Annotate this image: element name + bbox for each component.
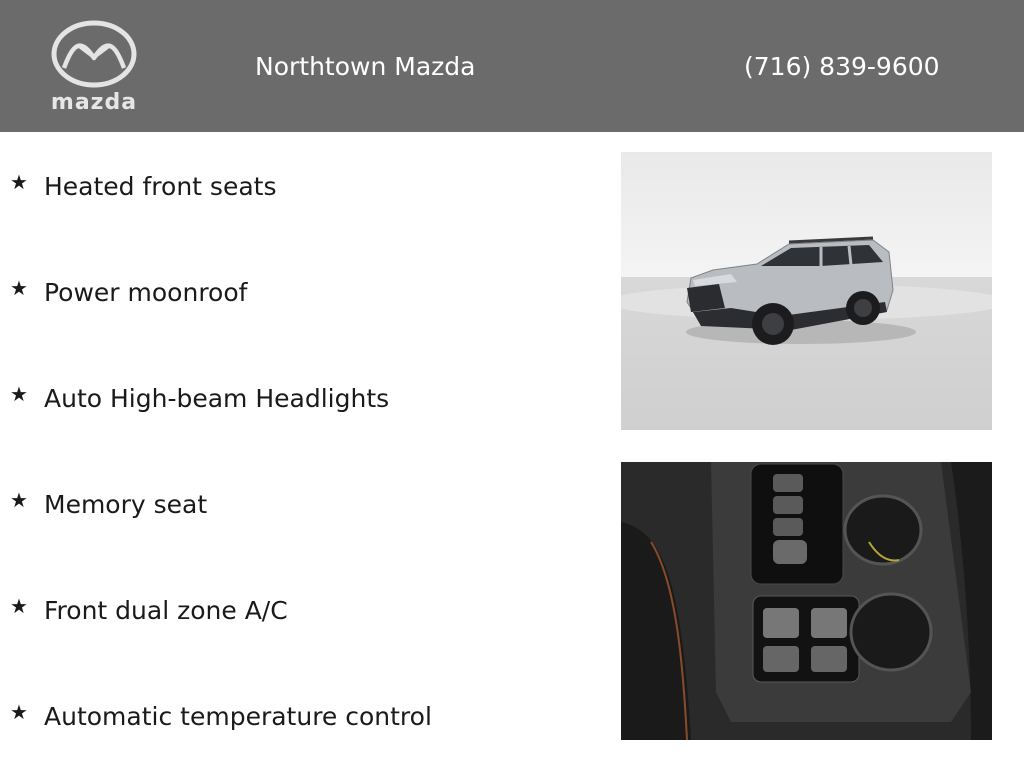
feature-item <box>10 166 276 206</box>
console-illustration <box>621 462 992 740</box>
star-icon: ★ <box>10 170 28 194</box>
feature-item <box>10 696 432 736</box>
feature-label: Front dual zone A/C <box>44 595 288 625</box>
star-icon: ★ <box>10 594 28 618</box>
star-icon: ★ <box>10 382 28 406</box>
feature-item <box>10 590 288 630</box>
feature-label: Auto High-beam Headlights <box>44 383 390 413</box>
vehicle-interior-console-photo[interactable] <box>621 462 992 740</box>
feature-item <box>10 484 207 524</box>
dealer-phone[interactable]: (716) 839-9600 <box>744 52 940 81</box>
feature-item <box>10 272 247 312</box>
feature-item <box>10 378 389 418</box>
feature-label: Automatic temperature control <box>44 701 432 731</box>
dealer-header <box>0 0 1024 132</box>
star-icon: ★ <box>10 700 28 724</box>
star-icon: ★ <box>10 276 28 300</box>
dealer-name[interactable]: Northtown Mazda <box>255 52 476 81</box>
feature-label: Power moonroof <box>44 277 248 307</box>
feature-label: Heated front seats <box>44 171 277 201</box>
star-icon: ★ <box>10 488 28 512</box>
mazda-wordmark: mazda <box>50 90 138 115</box>
vehicle-exterior-photo[interactable] <box>621 152 992 430</box>
suv-illustration <box>621 152 992 430</box>
mazda-emblem-icon <box>40 18 148 90</box>
mazda-logo[interactable] <box>40 18 148 118</box>
feature-label: Memory seat <box>44 489 208 519</box>
feature-list <box>0 132 600 768</box>
